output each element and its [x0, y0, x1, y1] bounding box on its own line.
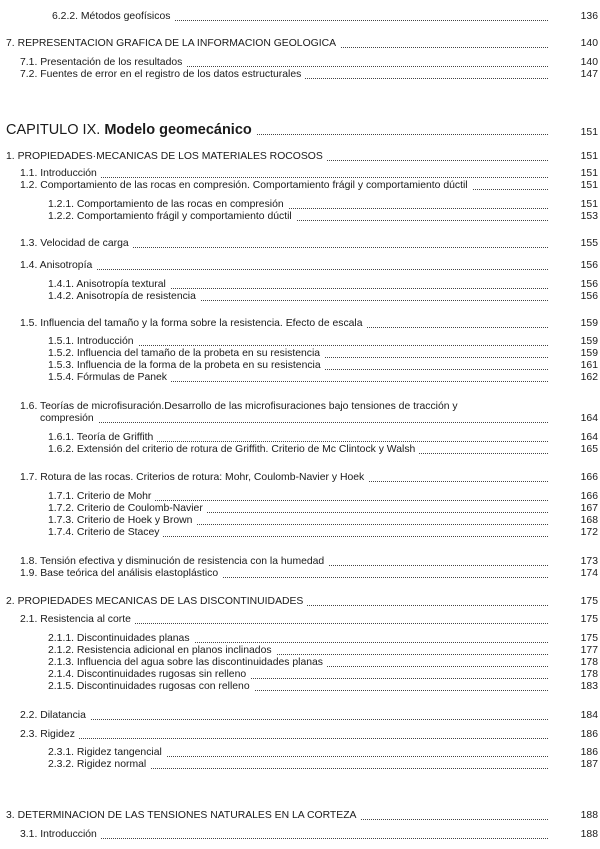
toc-page-number: 155 — [554, 238, 598, 250]
toc-entry-title — [6, 151, 327, 163]
toc-entry-title — [48, 681, 254, 693]
toc-page-number: 161 — [554, 360, 598, 372]
toc-entry-text: Influencia de la forma de la probeta en su resistencia — [76, 360, 321, 371]
toc-entry-title — [48, 348, 324, 360]
toc-entry-number: 1.5.2. — [48, 348, 74, 359]
toc-entry-number: 2.3. — [20, 729, 38, 740]
dot-leader — [68, 337, 548, 346]
toc-entry-number: 2.1.3. — [48, 657, 74, 668]
toc-entry-text: DETERMINACION DE LAS TENSIONES NATURALES EN LA CORTEZA — [17, 810, 357, 821]
toc-entry-title — [20, 401, 462, 413]
toc-entry-title — [48, 633, 194, 645]
toc-page-number: 140 — [554, 38, 598, 50]
toc-entry-text: Comportamiento frágil y comportamiento dúctil — [76, 211, 292, 222]
toc-entry-title — [20, 238, 133, 250]
toc-entry-number: 3.1. — [20, 829, 38, 840]
toc-page-number: 172 — [554, 527, 598, 539]
toc-entry-title — [52, 11, 174, 23]
toc-entry-title — [20, 318, 367, 330]
toc-entry-text: Base teórica del análisis elastoplástico — [40, 568, 219, 579]
toc-entry-number: 1.7.3. — [48, 515, 74, 526]
toc-entry-text: Teorías de microfisuración.Desarrollo de las microfisuraciones bajo tensiones de tracción y — [40, 401, 458, 412]
toc-entry-number: 1.5.4. — [48, 372, 74, 383]
toc-page-number: 175 — [554, 633, 598, 645]
toc-entry-title — [48, 199, 288, 211]
toc-page-number: 162 — [554, 372, 598, 384]
toc-entry-text: Comportamiento de las rocas en compresión. Comportamiento frágil y comportamiento dúctil — [40, 180, 468, 191]
toc-page-number: 151 — [554, 151, 598, 163]
toc-page-number: 175 — [554, 596, 598, 608]
toc-entry-title — [20, 180, 472, 192]
toc-entry-number: 2.2. — [20, 710, 38, 721]
toc-page-number: 187 — [554, 759, 598, 771]
toc-page-number: 156 — [554, 291, 598, 303]
toc-entry-title — [48, 372, 171, 384]
toc-entry-title — [48, 211, 296, 223]
toc-entry-text: Resistencia al corte — [40, 614, 131, 625]
toc-entry-text: Rigidez normal — [76, 759, 147, 770]
toc-entry-title — [48, 515, 196, 527]
toc-entry-text: Introducción — [76, 336, 134, 347]
toc-entry-title — [48, 491, 155, 503]
dot-leader — [40, 830, 548, 839]
toc-entry-number: 1.4. — [20, 260, 38, 271]
toc-entry-number: 1.3. — [20, 238, 38, 249]
dot-leader — [40, 730, 548, 739]
toc-entry-text: Criterio de Hoek y Brown — [76, 515, 193, 526]
toc-entry-number: 1.5.3. — [48, 360, 74, 371]
toc-entry-title — [20, 556, 328, 568]
toc-entry-title — [20, 168, 101, 180]
toc-page-number: 175 — [554, 614, 598, 626]
toc-entry-number: 1.6. — [20, 401, 38, 412]
toc-entry-number: 7. — [6, 38, 15, 49]
toc-entry-title — [48, 432, 157, 444]
toc-entry-text: Influencia del tamaño de la probeta en su resistencia — [76, 348, 321, 359]
toc-page-number: 136 — [554, 11, 598, 23]
toc-entry-text: Velocidad de carga — [40, 238, 129, 249]
toc-entry-number: 1.6.1. — [48, 432, 74, 443]
toc-page-number: 159 — [554, 348, 598, 360]
toc-page-number: 165 — [554, 444, 598, 456]
toc-entry-number: 2.1. — [20, 614, 38, 625]
toc-page-number: 186 — [554, 729, 598, 741]
toc-entry-title — [48, 279, 170, 291]
toc-entry-text: Fuentes de error en el registro de los datos estructurales — [40, 69, 302, 80]
toc-page-number: 183 — [554, 681, 598, 693]
toc-entry-number: 1.2.1. — [48, 199, 74, 210]
toc-entry-number: 2.3.1. — [48, 747, 74, 758]
toc-entry-text: PROPIEDADES MECANICAS DE LAS DISCONTINUIDADES — [17, 596, 304, 607]
toc-page-number: 151 — [554, 199, 598, 211]
toc-page-number: 178 — [554, 657, 598, 669]
toc-entry-title — [48, 759, 150, 771]
toc-entry-number: 1.1. — [20, 168, 38, 179]
toc-page-number: 188 — [554, 829, 598, 841]
toc-entry-text: Tensión efectiva y disminución de resistencia con la humedad — [40, 556, 325, 567]
toc-entry-title — [6, 810, 360, 822]
toc-entry-text: Rigidez — [40, 729, 75, 740]
dot-leader — [40, 414, 548, 423]
toc-page-number: 151 — [554, 180, 598, 192]
toc-page-number: 147 — [554, 69, 598, 81]
toc-page-number: 186 — [554, 747, 598, 759]
toc-page-number: 173 — [554, 556, 598, 568]
toc-entry-number: 1.5.1. — [48, 336, 74, 347]
toc-entry-title — [20, 260, 96, 272]
toc-entry-text: Discontinuidades planas — [76, 633, 190, 644]
toc-entry-number: 1.2. — [20, 180, 38, 191]
toc-entry-text: Anisotropía de resistencia — [76, 291, 196, 302]
toc-entry-number: 1.6.2. — [48, 444, 74, 455]
toc-entry-text: Fórmulas de Panek — [76, 372, 167, 383]
toc-entry-title — [20, 614, 135, 626]
toc-entry-text: Comportamiento de las rocas en compresión — [76, 199, 284, 210]
toc-entry-number: 1.7. — [20, 472, 38, 483]
dot-leader — [40, 169, 548, 178]
toc-page-number: 166 — [554, 472, 598, 484]
toc-entry-text: Anisotropía — [39, 260, 93, 271]
toc-entry-title — [6, 38, 340, 50]
toc-page-number: 164 — [554, 432, 598, 444]
toc-entry-text: Influencia del agua sobre las discontinuidades planas — [76, 657, 323, 668]
toc-page-number: 188 — [554, 810, 598, 822]
toc-entry-title — [20, 57, 186, 69]
toc-entry-text: Introducción — [40, 168, 97, 179]
toc-entry-title — [6, 122, 256, 138]
dot-leader — [40, 711, 548, 720]
toc-entry-number: 1.7.2. — [48, 503, 74, 514]
toc-entry-text: Influencia del tamaño y la forma sobre la resistencia. Efecto de escala — [40, 318, 363, 329]
toc-page-number: 151 — [554, 125, 598, 141]
toc-entry-title — [48, 657, 327, 669]
toc-entry-text: Introducción — [40, 829, 97, 840]
toc-page-number: 168 — [554, 515, 598, 527]
toc-entry-text: Extensión del criterio de rotura de Griffith. Criterio de Mc Clintock y Walsh — [76, 444, 416, 455]
toc-page-number: 167 — [554, 503, 598, 515]
toc-entry-number: 1.5. — [20, 318, 38, 329]
toc-entry-text: Teoría de Griffith — [76, 432, 154, 443]
toc-entry-title — [48, 645, 276, 657]
toc-page-number: 159 — [554, 336, 598, 348]
toc-entry-title — [48, 360, 325, 372]
toc-entry-number: 2.1.1. — [48, 633, 74, 644]
toc-entry-text: Anisotropía textural — [76, 279, 166, 290]
toc-entry-text: Métodos geofísicos — [80, 11, 171, 22]
toc-entry-text: Dilatancia — [40, 710, 86, 721]
toc-entry-title — [6, 596, 307, 608]
toc-entry-title — [48, 336, 138, 348]
toc-page-number: 140 — [554, 57, 598, 69]
toc-entry-text: PROPIEDADES·MECANICAS DE LOS MATERIALES ROCOSOS — [17, 151, 323, 162]
toc-page-number: 156 — [554, 279, 598, 291]
toc-entry-title — [48, 291, 200, 303]
toc-page-number: 156 — [554, 260, 598, 272]
toc-entry-number: 1.7.4. — [48, 527, 74, 538]
toc-entry-number: 7.1. — [20, 57, 38, 68]
toc-entry-text: Discontinuidades rugosas con relleno — [76, 681, 250, 692]
toc-entry-text: Criterio de Coulomb-Navier — [76, 503, 203, 514]
toc-page-number: 159 — [554, 318, 598, 330]
toc-entry-text: Criterio de Stacey — [76, 527, 160, 538]
toc-entry-number: 1. — [6, 151, 15, 162]
toc-entry-text: Discontinuidades rugosas sin relleno — [76, 669, 247, 680]
toc-entry-text: Presentación de los resultados — [40, 57, 183, 68]
toc-page-number: 166 — [554, 491, 598, 503]
toc-entry-title — [20, 829, 101, 841]
toc-entry-text: Rotura de las rocas. Criterios de rotura: Mohr, Coulomb-Navier y Hoek — [40, 472, 365, 483]
toc-entry-number: 2.1.2. — [48, 645, 74, 656]
toc-entry-number: 3. — [6, 810, 15, 821]
toc-entry-title — [48, 669, 250, 681]
toc-page-number: 184 — [554, 710, 598, 722]
toc-page-number: 153 — [554, 211, 598, 223]
toc-entry-number: 2. — [6, 596, 15, 607]
toc-entry-text-continued: compresión — [40, 413, 98, 425]
toc-page-number: 151 — [554, 168, 598, 180]
toc-entry-text: Rigidez tangencial — [76, 747, 162, 758]
toc-entry-number: CAPITULO IX. — [6, 122, 101, 138]
toc-entry-number: 2.1.4. — [48, 669, 74, 680]
toc-entry-title — [48, 747, 166, 759]
dot-leader — [40, 261, 548, 270]
toc-entry-title — [48, 444, 419, 456]
toc-page-number: 164 — [554, 413, 598, 425]
toc-entry-text: REPRESENTACION GRAFICA DE LA INFORMACION GEOLOGICA — [17, 38, 337, 49]
toc-entry-title — [20, 69, 305, 81]
toc-entry-text: Modelo geomecánico — [104, 122, 252, 138]
toc-entry-number: 2.3.2. — [48, 759, 74, 770]
toc-entry-title — [48, 503, 207, 515]
toc-entry-number: 2.1.5. — [48, 681, 74, 692]
toc-entry-title — [20, 568, 222, 580]
toc-entry-number: 1.2.2. — [48, 211, 74, 222]
toc-entry-title — [20, 472, 368, 484]
toc-entry-text: Resistencia adicional en planos inclinados — [76, 645, 272, 656]
toc-entry-title — [20, 729, 79, 741]
toc-entry-number: 1.8. — [20, 556, 38, 567]
toc-entry-number: 1.4.2. — [48, 291, 74, 302]
toc-entry-text: Criterio de Mohr — [76, 491, 152, 502]
toc-entry-title — [48, 527, 163, 539]
toc-entry-number: 1.7.1. — [48, 491, 74, 502]
toc-page-number: 178 — [554, 669, 598, 681]
toc-entry-title — [20, 710, 90, 722]
toc-entry-number: 1.9. — [20, 568, 38, 579]
toc-entry-number: 1.4.1. — [48, 279, 74, 290]
toc-page-number: 177 — [554, 645, 598, 657]
toc-entry-number: 7.2. — [20, 69, 38, 80]
toc-entry-number: 6.2.2. — [52, 11, 78, 22]
toc-page-number: 174 — [554, 568, 598, 580]
